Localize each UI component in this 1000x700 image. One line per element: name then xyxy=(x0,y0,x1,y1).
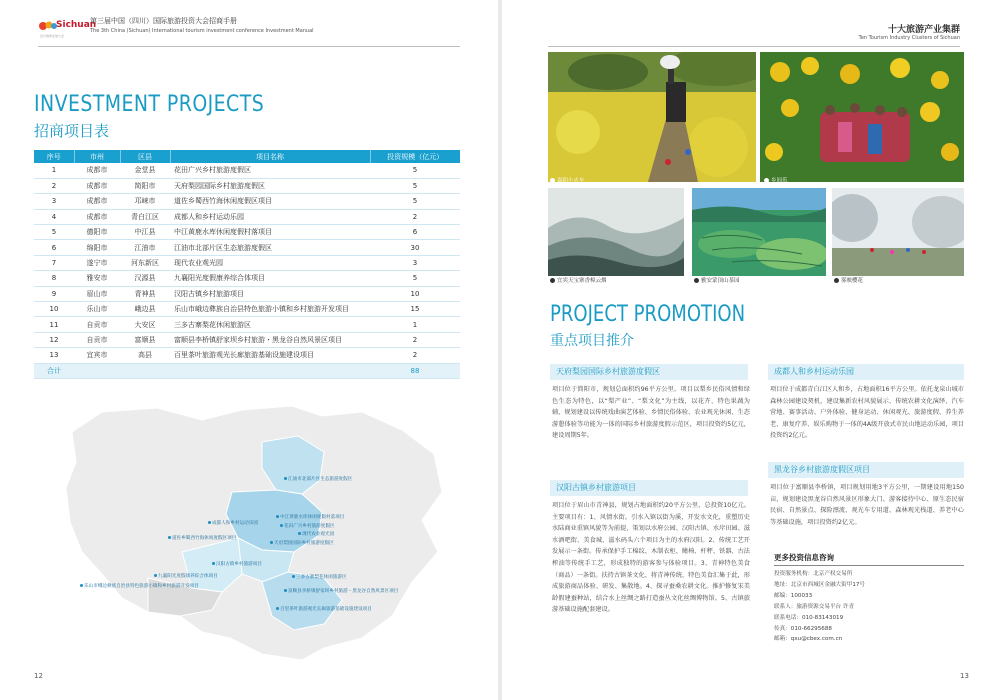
photo-jiayang-train xyxy=(548,52,756,182)
cell-scale: 6 xyxy=(370,225,460,240)
section-head-heilonggu: 黑龙谷乡村旅游度假区项目 xyxy=(768,462,964,478)
total-value: 88 xyxy=(370,363,460,378)
cell-scale: 3 xyxy=(370,255,460,270)
map-label: 百里茶叶旅游观光长廊旅游基础设施建设项目 xyxy=(276,606,372,612)
table-row xyxy=(34,348,460,363)
cell-scale: 2 xyxy=(370,209,460,224)
cell-city: 绵阳市 xyxy=(74,240,120,255)
promo-title-cn: 重点项目推介 xyxy=(550,333,634,349)
cell-county: 简阳市 xyxy=(120,178,170,193)
col-county: 区县 xyxy=(120,150,170,163)
cell-scale: 30 xyxy=(370,240,460,255)
cell-county: 汉源县 xyxy=(120,271,170,286)
contact-address: 地址：北京市西城区金融大街甲17号 xyxy=(774,581,866,588)
map-label: 汉阳古镇乡村旅游项目 xyxy=(212,561,262,567)
cell-project-name: 百里茶叶旅游观光长廊旅游基础设施建设项目 xyxy=(170,348,370,363)
cell-project-name: 三多古寨梨花休闲旅游区 xyxy=(170,317,370,332)
cell-city: 成都市 xyxy=(74,209,120,224)
cell-no: 13 xyxy=(34,348,74,363)
cell-city: 雅安市 xyxy=(74,271,120,286)
cluster-title-cn: 十大旅游产业集群 xyxy=(887,25,960,35)
caption-4 xyxy=(694,276,740,284)
cell-project-name: 中江黄鹿水库休闲度假村落项目 xyxy=(170,225,370,240)
map-graphic xyxy=(62,402,466,664)
cell-no: 1 xyxy=(34,163,74,178)
cell-city: 成都市 xyxy=(74,178,120,193)
table-row xyxy=(34,271,460,286)
cell-no: 6 xyxy=(34,240,74,255)
cell-project-name: 富顺县李桥镇舒家坝乡村旅游・黑龙谷自然风景区项目 xyxy=(170,332,370,347)
cell-county: 高县 xyxy=(120,348,170,363)
caption-text: 乡间乐 xyxy=(771,178,788,184)
table-row xyxy=(34,240,460,255)
map-label: 富顺县李桥镇舒家坝乡村旅游・黑龙谷自然风景区项目 xyxy=(284,588,398,594)
cell-project-name: 现代农业观光园 xyxy=(170,255,370,270)
logo-text: Sichuan xyxy=(56,20,97,30)
header-divider xyxy=(38,46,460,47)
table-row xyxy=(34,163,460,178)
section-body-tianfu-pear: 项目位于简阳市，规划总面积约96平方公里。项目以梨乡民俗风情和绿色生态为特色，以“梨产业”、“梨文化”为主线，以花卉、特色果蔬为辅，规划建设以传统戏曲演艺体验、乡情民俗体验、农业观光休闲、生态游憩体验等功能为一体的国际乡村旅游度假示范区，项目投资约5亿元，建设周期5年。 xyxy=(552,386,750,440)
cell-scale: 2 xyxy=(370,348,460,363)
col-scale: 投资规模（亿元） xyxy=(370,150,460,163)
cell-scale: 15 xyxy=(370,302,460,317)
table-row xyxy=(34,178,460,193)
cell-scale: 5 xyxy=(370,163,460,178)
caption-5 xyxy=(834,276,863,284)
contact-agency: 投资服务机构：北京产权交易所 xyxy=(774,571,853,577)
cell-project-name: 汉阳古镇乡村旅游项目 xyxy=(170,286,370,301)
cell-county: 峨边县 xyxy=(120,302,170,317)
cell-scale: 5 xyxy=(370,194,460,209)
col-city: 市州 xyxy=(74,150,120,163)
table-header-row xyxy=(34,150,460,163)
cell-county: 江油市 xyxy=(120,240,170,255)
cell-no: 2 xyxy=(34,178,74,193)
map-label: 道佐乡蜀西竹海休闲度假区项目 xyxy=(168,535,236,541)
map-label: 成都人和乡村运动乐园 xyxy=(208,520,258,526)
section-title-en: INVESTMENT PROJECTS xyxy=(34,92,265,117)
map-label: 三多古寨梨花休闲旅游区 xyxy=(292,574,347,580)
map-label: 九襄阳光度假康养综合体项目 xyxy=(154,573,218,579)
section-head-tianfu-pear: 天府梨园国际乡村旅游度假区 xyxy=(550,364,748,380)
map-label: 花田广兴乡村旅游度假区 xyxy=(280,523,335,529)
cell-project-name: 乐山市峨边彝族自治县特色旅游小镇和乡村旅游开发项目 xyxy=(170,302,370,317)
cell-scale: 10 xyxy=(370,286,460,301)
photo-mist-cherry xyxy=(832,188,964,276)
cell-city: 眉山市 xyxy=(74,286,120,301)
cell-no: 11 xyxy=(34,317,74,332)
cell-no: 10 xyxy=(34,302,74,317)
photo-village-fun xyxy=(760,52,964,182)
col-name: 项目名称 xyxy=(170,150,370,163)
map-label: 现代农业观光园 xyxy=(298,531,334,537)
section-body-renhe: 项目位于成都青白江区人和乡，占地面积16平方公里。依托龙泉山城市森林公园建设契机，建设集新农村风貌展示、传统农耕文化演绎、汽车营地、赛事活动、户外体验、健身运动、休闲观光、旅游度假、养生养老、康复疗养、娱乐购物于一体的4A级开放式市民山地运动乐园，项目投资约2亿元。 xyxy=(770,386,964,440)
cell-project-name: 天府梨园国际乡村旅游度假区 xyxy=(170,178,370,193)
section-head-renhe: 成都人和乡村运动乐园 xyxy=(768,364,964,380)
table-row xyxy=(34,255,460,270)
logo-subtext: 四川旅游发展大会 xyxy=(40,34,65,38)
photo-tianbao-mist xyxy=(548,188,684,276)
col-no: 序号 xyxy=(34,150,74,163)
bullet-icon xyxy=(550,278,555,283)
left-page xyxy=(0,0,498,700)
manual-title-en: The 3th China (Sichuan) International tourism investment conference Investment Manual xyxy=(90,28,314,34)
section-head-hanyang: 汉阳古镇乡村旅游项目 xyxy=(550,480,748,496)
caption-1 xyxy=(550,176,585,184)
cell-no: 7 xyxy=(34,255,74,270)
contact-box xyxy=(774,552,964,645)
sichuan-logo xyxy=(38,16,97,38)
photo-mengding-tea xyxy=(692,188,826,276)
contact-fax: 传真：010-66295688 xyxy=(774,625,832,632)
manual-title-cn: 第三届中国（四川）国际旅游投资大会招商手册 xyxy=(90,17,237,25)
cell-county: 金堂县 xyxy=(120,163,170,178)
section-title-cn: 招商项目表 xyxy=(34,122,110,140)
map-label: 中江黄鹿水库休闲度假村落项目 xyxy=(276,514,344,520)
cell-scale: 5 xyxy=(370,178,460,193)
cell-city: 成都市 xyxy=(74,163,120,178)
cell-project-name: 花田广兴乡村旅游度假区 xyxy=(170,163,370,178)
contact-person: 联系人：旅游资源交易平台 许青 xyxy=(774,603,855,610)
caption-2 xyxy=(764,176,788,184)
caption-3 xyxy=(550,276,607,284)
promo-title-en: PROJECT PROMOTION xyxy=(550,302,746,327)
caption-text: 雾映樱花 xyxy=(841,278,864,284)
table-row xyxy=(34,332,460,347)
table-row xyxy=(34,225,460,240)
table-total-row xyxy=(34,363,460,378)
cell-scale: 2 xyxy=(370,332,460,347)
bullet-icon xyxy=(834,278,839,283)
cell-scale: 5 xyxy=(370,271,460,286)
map-label: 江油市北部片区生态旅游度假区 xyxy=(284,476,352,482)
cell-no: 9 xyxy=(34,286,74,301)
projects-table xyxy=(34,150,460,379)
caption-text: 雅安蒙顶山茶园 xyxy=(701,278,740,284)
map-label: 乐山市峨边彝族自治县特色旅游小镇和乡村旅游开发项目 xyxy=(80,583,199,589)
cell-no: 4 xyxy=(34,209,74,224)
cell-no: 8 xyxy=(34,271,74,286)
cell-city: 德阳市 xyxy=(74,225,120,240)
caption-text: 宜宾天宝寨香樟云烟 xyxy=(557,278,607,284)
cell-city: 遂宁市 xyxy=(74,255,120,270)
bullet-icon xyxy=(764,178,769,183)
map-label: 天府梨园国际乡村旅游度假区 xyxy=(270,540,334,546)
cell-project-name: 道佐乡蜀西竹海休闲度假区项目 xyxy=(170,194,370,209)
table-row xyxy=(34,209,460,224)
cell-project-name: 江油市北部片区生态旅游度假区 xyxy=(170,240,370,255)
contact-postcode: 邮编：100033 xyxy=(774,592,813,599)
cluster-title-en: Ten Tourism Industry Clusters of Sichuan xyxy=(858,35,960,41)
page-number-right: 13 xyxy=(960,672,969,680)
caption-text: 嘉阳小火车 xyxy=(557,178,585,184)
cell-city: 自贡市 xyxy=(74,332,120,347)
right-page xyxy=(502,0,1000,700)
cell-city: 宜宾市 xyxy=(74,348,120,363)
total-label: 合计 xyxy=(34,363,74,378)
table-row xyxy=(34,317,460,332)
cell-no: 3 xyxy=(34,194,74,209)
cell-county: 河东新区 xyxy=(120,255,170,270)
cell-no: 12 xyxy=(34,332,74,347)
sichuan-map xyxy=(62,402,466,664)
cell-project-name: 成都人和乡村运动乐园 xyxy=(170,209,370,224)
cell-no: 5 xyxy=(34,225,74,240)
contact-title: 更多投资信息咨询 xyxy=(774,552,964,566)
contact-email[interactable]: 邮箱：qxu@cbex.com.cn xyxy=(774,636,843,643)
header-divider xyxy=(548,46,960,47)
cell-city: 自贡市 xyxy=(74,317,120,332)
cell-county: 青神县 xyxy=(120,286,170,301)
cell-county: 邛崃市 xyxy=(120,194,170,209)
table-row xyxy=(34,194,460,209)
table-row xyxy=(34,302,460,317)
bullet-icon xyxy=(550,178,555,183)
total-spacer xyxy=(74,363,370,378)
cell-county: 中江县 xyxy=(120,225,170,240)
cell-scale: 1 xyxy=(370,317,460,332)
bullet-icon xyxy=(694,278,699,283)
section-body-heilonggu: 项目位于富顺县李桥镇，项目规划用地3平方公里，一期建设用地150亩，规划建设黑龙谷自然风景区形象大门、游客接待中心、原生态民宿民宿、自然景点、探险漂流、观光车专用道、森林观光栈道、养老中心等基础设施，项目投资约2亿元。 xyxy=(770,484,964,526)
cell-project-name: 九襄阳光度假康养综合体项目 xyxy=(170,271,370,286)
cell-county: 富顺县 xyxy=(120,332,170,347)
cell-county: 青白江区 xyxy=(120,209,170,224)
cell-county: 大安区 xyxy=(120,317,170,332)
cell-city: 成都市 xyxy=(74,194,120,209)
left-header xyxy=(38,14,458,44)
page-number-left: 12 xyxy=(34,672,43,680)
table-row xyxy=(34,286,460,301)
contact-phone: 联系电话：010-83143019 xyxy=(774,614,844,621)
section-body-hanyang: 项目位于眉山市青神县，规划占地面积约20平方公里，总投资10亿元。主要项目有：1、风情水街。引水入镇以街为溪，开发水文化，重塑历史水陆商业重镇风貌等为前提，策划以水府公园、汉阳古镇、水岸田园、滋水酒吧街、美食城、滋水码头六个项目为主的水府汉阳。2、传统工艺开发展示一条街。传承保护手工棉纹、木制衣柜、鳍椅、杆秤、铁器、古法榨油等传统手工艺，形成独特的游客参与体验项目。3、青神特色美食（商品）一条街。扶持古镇茶文化、将青神传统、特色美食汇集于此，形成旅游商品体验、研发、集散地。4、探寻蚕桑农耕文化。推护修复宋美龄假建蚕种站，结合水上丝绸之路打造蚕丛文化丝绸博物馆。5、古镇旅游基础设施配套建设。 xyxy=(552,502,750,614)
cell-city: 乐山市 xyxy=(74,302,120,317)
